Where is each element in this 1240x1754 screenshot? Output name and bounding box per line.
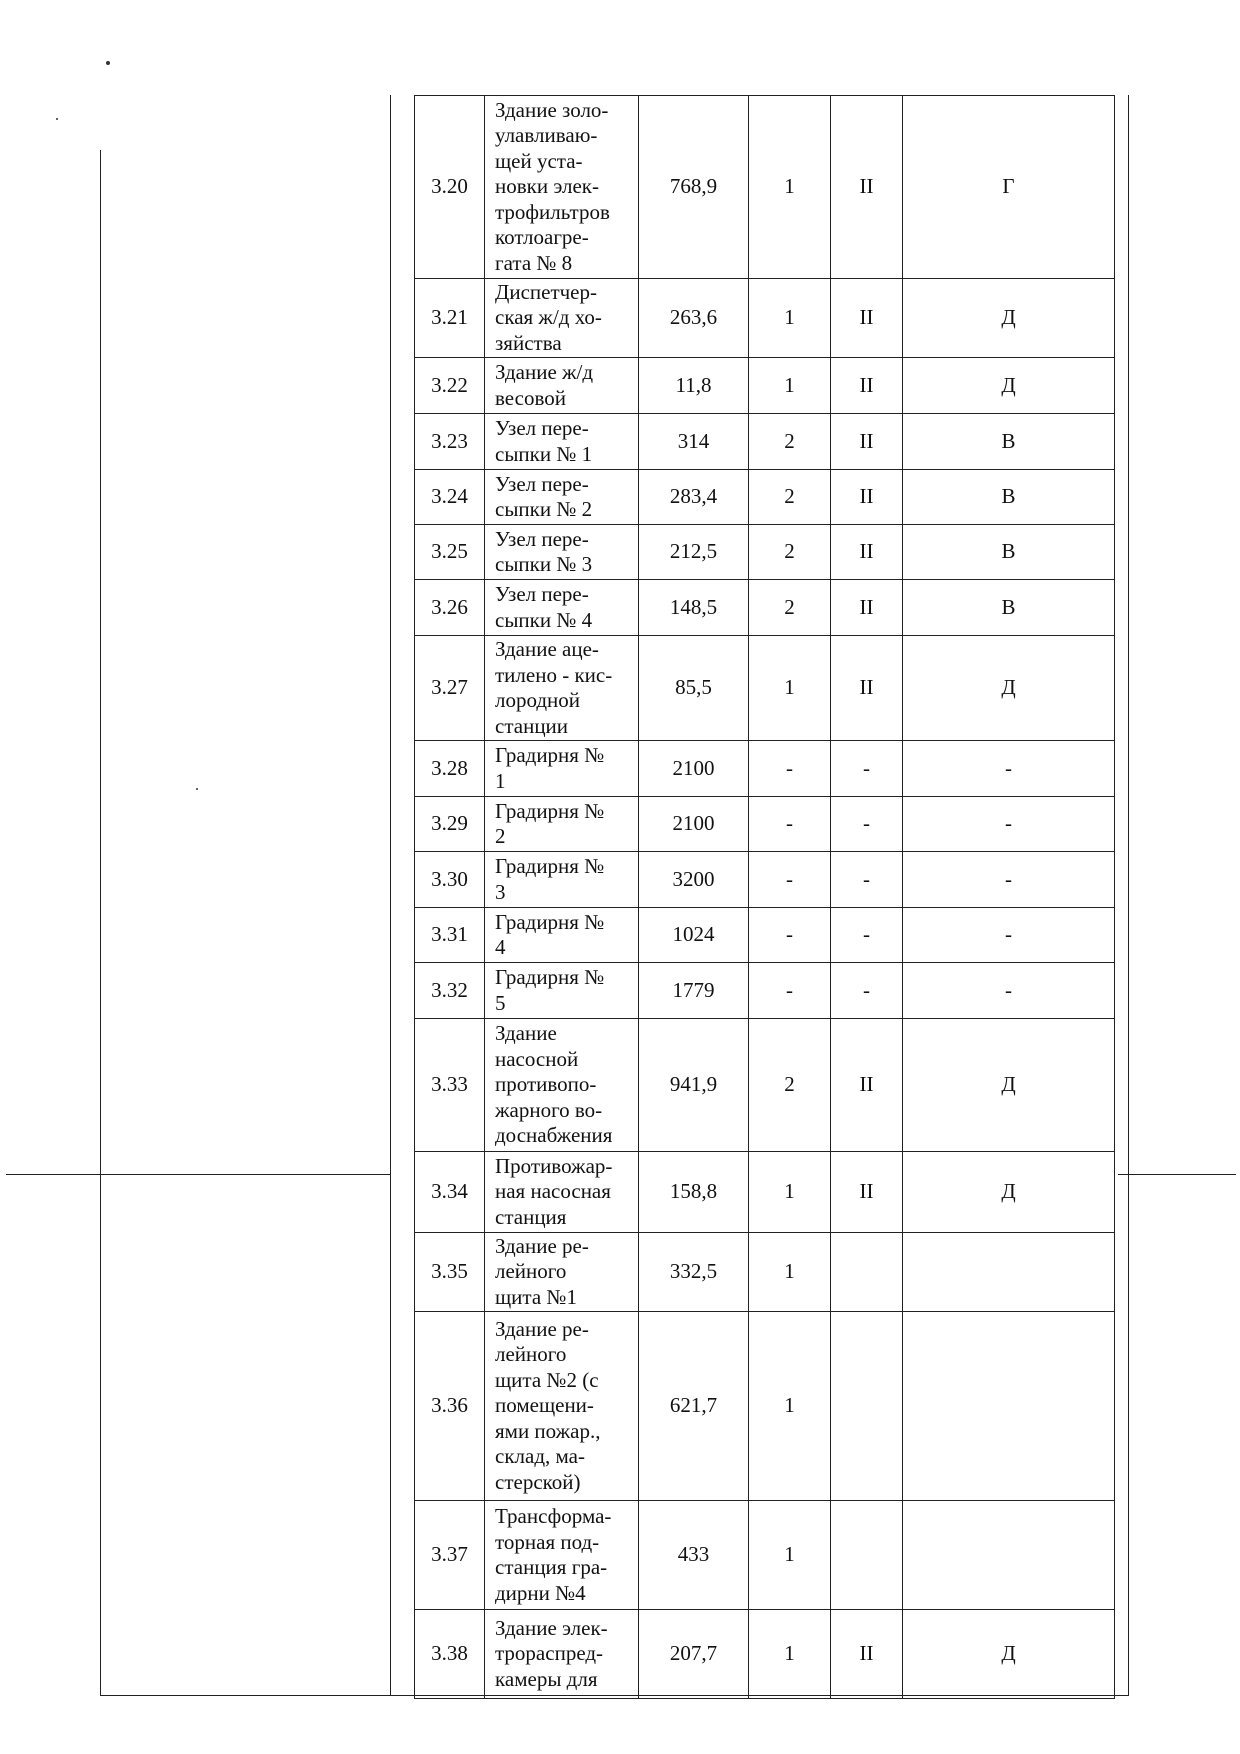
table-row	[415, 1610, 1115, 1699]
building-name: Градирня № 3	[485, 852, 639, 908]
hazard-category	[903, 1312, 1115, 1501]
building-area: 621,7	[639, 1312, 749, 1501]
floors-count: 1	[749, 96, 831, 279]
floors-count: -	[749, 963, 831, 1019]
building-area: 433	[639, 1501, 749, 1610]
hazard-category: В	[903, 580, 1115, 636]
building-area: 283,4	[639, 470, 749, 525]
table-row	[415, 852, 1115, 908]
building-area: 207,7	[639, 1610, 749, 1699]
table-row	[415, 636, 1115, 741]
fire-resistance-degree: II	[831, 1019, 903, 1152]
table-row	[415, 1312, 1115, 1501]
hazard-category: Д	[903, 1019, 1115, 1152]
row-number: 3.37	[415, 1501, 485, 1610]
hazard-category: В	[903, 470, 1115, 525]
row-number: 3.28	[415, 741, 485, 797]
building-area: 2100	[639, 797, 749, 852]
floors-count: 1	[749, 1501, 831, 1610]
row-number: 3.30	[415, 852, 485, 908]
building-area: 11,8	[639, 358, 749, 414]
building-area: 263,6	[639, 279, 749, 358]
row-number: 3.24	[415, 470, 485, 525]
row-number: 3.21	[415, 279, 485, 358]
building-name: Здание аце- тилено - кис- лородной станции	[485, 636, 639, 741]
row-number: 3.25	[415, 525, 485, 580]
hazard-category: В	[903, 525, 1115, 580]
fire-resistance-degree	[831, 1501, 903, 1610]
floors-count: -	[749, 741, 831, 797]
hazard-category: -	[903, 963, 1115, 1019]
floors-count: 1	[749, 636, 831, 741]
building-area: 3200	[639, 852, 749, 908]
building-name: Здание ж/д весовой	[485, 358, 639, 414]
fire-resistance-degree	[831, 1312, 903, 1501]
building-name: Узел пере- сыпки № 2	[485, 470, 639, 525]
fire-resistance-degree: II	[831, 636, 903, 741]
building-name: Градирня № 2	[485, 797, 639, 852]
building-area: 1024	[639, 908, 749, 963]
row-number: 3.27	[415, 636, 485, 741]
building-name: Трансформа- торная под- станция гра- дирни №4	[485, 1501, 639, 1610]
building-name: Здание ре- лейного щита №2 (с помещени- ями пожар., склад, ма- стерской)	[485, 1312, 639, 1501]
hazard-category: В	[903, 414, 1115, 470]
scan-speck	[196, 788, 198, 790]
fire-resistance-degree: II	[831, 358, 903, 414]
row-number: 3.22	[415, 358, 485, 414]
fire-resistance-degree: -	[831, 908, 903, 963]
floors-count: 1	[749, 1233, 831, 1312]
building-area: 332,5	[639, 1233, 749, 1312]
table-row	[415, 908, 1115, 963]
floors-count: 1	[749, 279, 831, 358]
building-area: 1779	[639, 963, 749, 1019]
building-name: Здание насосной противопо- жарного во- доснабжения	[485, 1019, 639, 1152]
building-name: Узел пере- сыпки № 3	[485, 525, 639, 580]
scan-speck	[106, 61, 110, 65]
building-area: 768,9	[639, 96, 749, 279]
fire-resistance-degree: -	[831, 797, 903, 852]
building-name: Градирня № 5	[485, 963, 639, 1019]
hazard-category: Д	[903, 279, 1115, 358]
building-area: 314	[639, 414, 749, 470]
row-number: 3.32	[415, 963, 485, 1019]
fire-resistance-degree: II	[831, 580, 903, 636]
floors-count: 1	[749, 1610, 831, 1699]
table-row	[415, 279, 1115, 358]
table-row	[415, 1019, 1115, 1152]
buildings-table	[414, 95, 1115, 1699]
building-name: Узел пере- сыпки № 4	[485, 580, 639, 636]
table-row	[415, 1233, 1115, 1312]
hazard-category: -	[903, 908, 1115, 963]
building-area: 941,9	[639, 1019, 749, 1152]
floors-count: 2	[749, 470, 831, 525]
row-number: 3.26	[415, 580, 485, 636]
row-number: 3.38	[415, 1610, 485, 1699]
floors-count: 2	[749, 580, 831, 636]
row-number: 3.33	[415, 1019, 485, 1152]
building-area: 158,8	[639, 1152, 749, 1233]
building-name: Противожар- ная насосная станция	[485, 1152, 639, 1233]
fire-resistance-degree: II	[831, 96, 903, 279]
fire-resistance-degree: -	[831, 963, 903, 1019]
table-row	[415, 96, 1115, 279]
table-row	[415, 470, 1115, 525]
hazard-category	[903, 1233, 1115, 1312]
fire-resistance-degree: II	[831, 470, 903, 525]
building-area: 148,5	[639, 580, 749, 636]
floors-count: 1	[749, 358, 831, 414]
row-number: 3.23	[415, 414, 485, 470]
building-name: Узел пере- сыпки № 1	[485, 414, 639, 470]
hazard-category: Д	[903, 1610, 1115, 1699]
fire-resistance-degree: II	[831, 1152, 903, 1233]
building-name: Здание золо- улавливаю- щей уста- новки элек- трофильтров котлоагре- гата № 8	[485, 96, 639, 279]
floors-count: 1	[749, 1152, 831, 1233]
building-name: Здание ре- лейного щита №1	[485, 1233, 639, 1312]
fold-line-right	[1118, 1174, 1236, 1175]
floors-count: -	[749, 797, 831, 852]
inner-frame-line	[390, 95, 391, 1696]
building-area: 2100	[639, 741, 749, 797]
table-row	[415, 1501, 1115, 1610]
table-row	[415, 414, 1115, 470]
hazard-category: -	[903, 797, 1115, 852]
floors-count: -	[749, 852, 831, 908]
building-name: Градирня № 1	[485, 741, 639, 797]
building-name: Диспетчер- ская ж/д хо- зяйства	[485, 279, 639, 358]
row-number: 3.36	[415, 1312, 485, 1501]
row-number: 3.20	[415, 96, 485, 279]
table-row	[415, 741, 1115, 797]
hazard-category: Д	[903, 358, 1115, 414]
building-area: 85,5	[639, 636, 749, 741]
fire-resistance-degree: II	[831, 525, 903, 580]
hazard-category: Г	[903, 96, 1115, 279]
floors-count: 2	[749, 1019, 831, 1152]
building-name: Здание элек- трораспред- камеры для	[485, 1610, 639, 1699]
fire-resistance-degree	[831, 1233, 903, 1312]
hazard-category: Д	[903, 1152, 1115, 1233]
hazard-category	[903, 1501, 1115, 1610]
floors-count: -	[749, 908, 831, 963]
fire-resistance-degree: -	[831, 741, 903, 797]
left-frame-line	[100, 150, 101, 1696]
fire-resistance-degree: II	[831, 414, 903, 470]
row-number: 3.29	[415, 797, 485, 852]
hazard-category: -	[903, 741, 1115, 797]
row-number: 3.31	[415, 908, 485, 963]
table-row	[415, 525, 1115, 580]
row-number: 3.35	[415, 1233, 485, 1312]
table-row	[415, 1152, 1115, 1233]
building-name: Градирня № 4	[485, 908, 639, 963]
row-number: 3.34	[415, 1152, 485, 1233]
building-area: 212,5	[639, 525, 749, 580]
hazard-category: -	[903, 852, 1115, 908]
floors-count: 1	[749, 1312, 831, 1501]
fold-line-left	[6, 1174, 390, 1175]
fire-resistance-degree: -	[831, 852, 903, 908]
floors-count: 2	[749, 414, 831, 470]
table-row	[415, 963, 1115, 1019]
right-frame-line	[1128, 95, 1129, 1696]
hazard-category: Д	[903, 636, 1115, 741]
table-row	[415, 580, 1115, 636]
fire-resistance-degree: II	[831, 1610, 903, 1699]
table-row	[415, 358, 1115, 414]
table-row	[415, 797, 1115, 852]
fire-resistance-degree: II	[831, 279, 903, 358]
floors-count: 2	[749, 525, 831, 580]
scan-speck	[56, 118, 58, 120]
